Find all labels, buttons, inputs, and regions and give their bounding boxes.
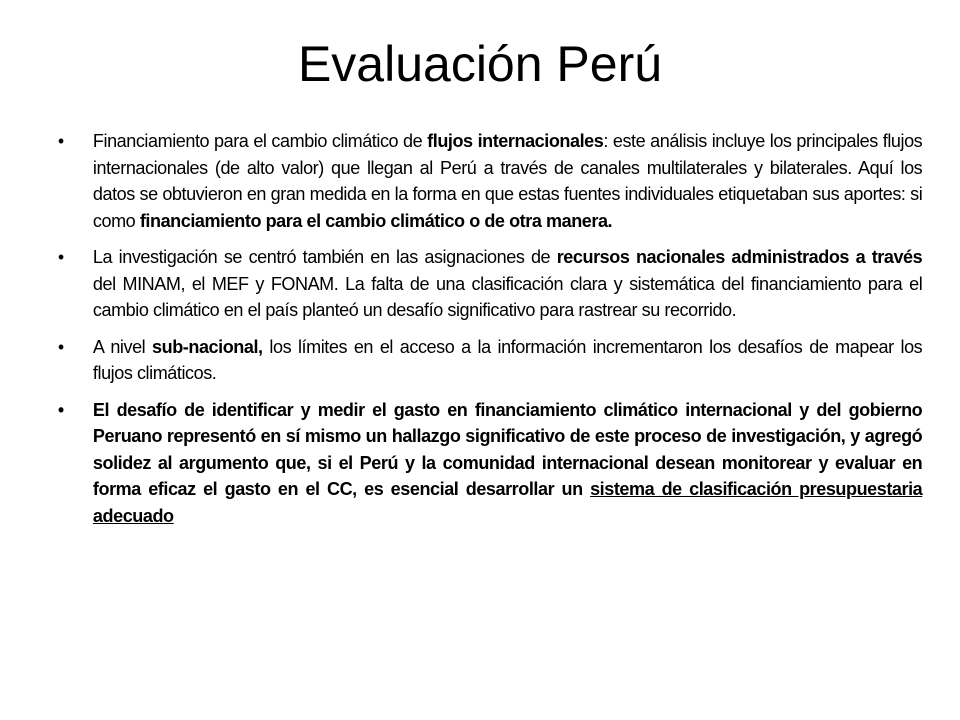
bullet-text: : este análisis incluye los principales flujos internacionales (de alto valor) que llegan al Perú a través de canales multilaterales y bilaterales. Aquí los datos se obtuvieron en gran medida en la forma en que estas fuentes individuales etiquetaban sus aportes: si como <box>92 130 923 231</box>
bullet-glyph: • <box>58 399 64 420</box>
bullet-text: El desafío de identificar y medir el gasto en financiamiento climático internacional y del gobierno Peruano representó en sí mismo un hallazgo significativo de este proceso de investigación, y agregó solidez al argumento que, si el Perú y la comunidad internacional desean monitorear y evaluar en forma eficaz el gasto en el CC, es esencial desarrollar un <box>92 398 923 499</box>
bullet-text: del MINAM, el MEF y FONAM. La falta de una clasificación clara y sistemática del financiamiento para el cambio climático en el país planteó un desafío significativo para rastrear su recorrido. <box>92 272 923 320</box>
bullet-list <box>58 128 923 539</box>
bold-phrase: flujos internacionales <box>427 130 604 151</box>
bullet-item-4 <box>58 397 922 530</box>
bold-phrase: financiamiento para el cambio climático o de otra manera. <box>139 209 613 231</box>
underlined-phrase: sistema de clasificación presupuestaria adecuado <box>92 478 923 526</box>
bullet-text: Financiamiento para el cambio climático de <box>92 130 428 151</box>
bullet-item-2 <box>58 244 922 324</box>
bullet-text: La investigación se centró también en las asignaciones de <box>92 246 557 267</box>
bullet-item-1 <box>58 128 922 234</box>
bold-phrase: recursos nacionales administrados a través <box>556 246 923 267</box>
bullet-glyph: • <box>58 131 64 151</box>
bullet-text: A nivel <box>92 335 153 357</box>
bullet-item-3 <box>58 334 922 387</box>
bullet-glyph: • <box>58 336 64 357</box>
bold-phrase: sub-nacional, <box>152 335 263 357</box>
bullet-text: los límites en el acceso a la información incrementaron los desafíos de mapear los flujos climáticos. <box>92 335 923 383</box>
slide-title: Evaluación Perú <box>297 36 663 92</box>
bullet-glyph: • <box>58 247 64 267</box>
